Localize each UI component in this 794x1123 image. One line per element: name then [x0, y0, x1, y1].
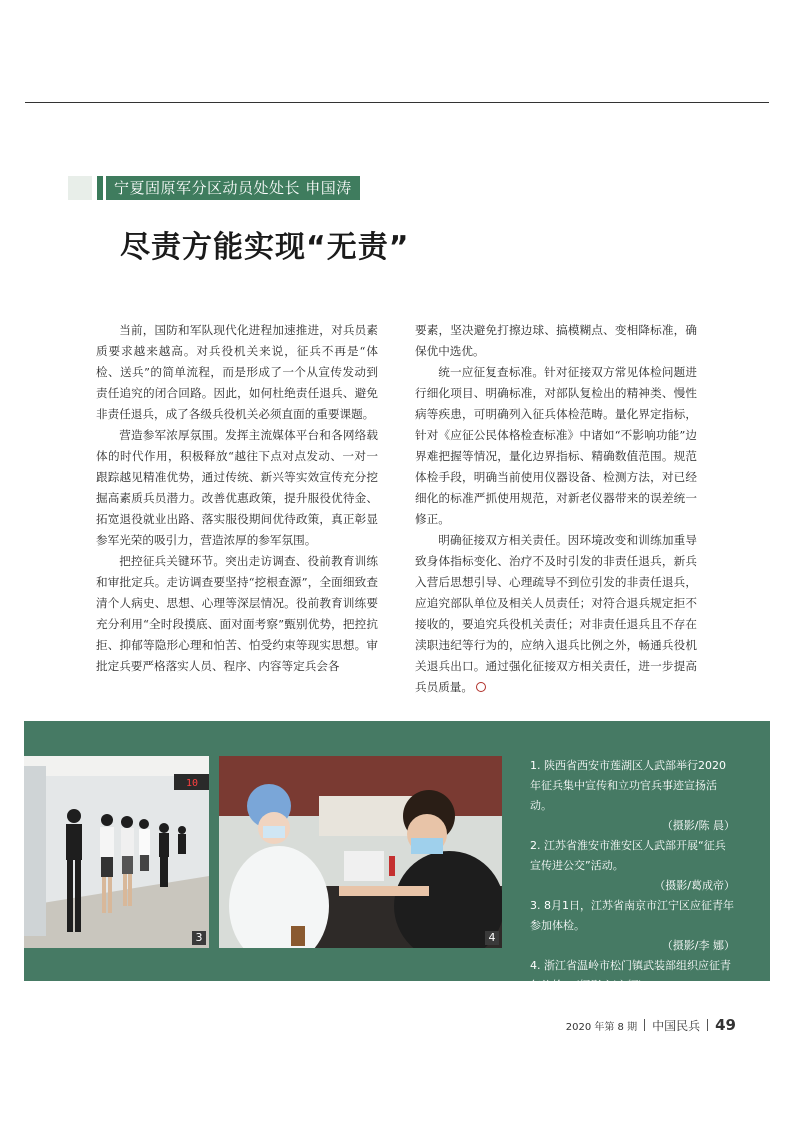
- byline-ornament: [68, 176, 92, 200]
- caption-credit: （摄影/李 娜）: [661, 939, 735, 952]
- photo-captions: [530, 756, 735, 996]
- corridor-illustration: [24, 756, 209, 948]
- byline-block: [97, 176, 360, 200]
- blood-draw-illustration: [219, 756, 502, 948]
- photo-medical-check-corridor: [24, 756, 209, 948]
- issue-label: 2020 年第 8 期: [565, 1021, 638, 1033]
- caption-credit: （摄影/葛成帝）: [654, 879, 735, 892]
- caption-text: 1. 陕西省西安市莲湖区人武部举行2020年征兵集中宣传和立功官兵事迹宣扬活动。: [530, 759, 726, 812]
- photo-blood-draw: [219, 756, 502, 948]
- caption-text: 2. 江苏省淮安市淮安区人武部开展“征兵宣传进公交”活动。: [530, 839, 726, 872]
- paragraph: 统一应征复查标准。针对征接双方常见体检问题进行细化项目、明确标准，对部队复检出的精神类、慢性病等疾患，可明确列入征兵体检范畴。量化界定指标，针对《应征公民体格检查标准》中诸如“不影响功能”边界难把握等情况，量化边界指标、精确数值范围。规范体检手段，明确当前使用仪器设备、检测方法，对已经细化的标准严抓使用规范，对新老仪器带来的误差统一修正。: [415, 365, 697, 526]
- caption-text: 4. 浙江省温岭市松门镇武装部组织应征青年体检。（摄影/江文辉）: [530, 959, 731, 992]
- caption-text: 3. 8月1日，江苏省南京市江宁区应征青年参加体检。: [530, 899, 734, 932]
- photo-number: 4: [485, 931, 499, 945]
- photo-number: 3: [192, 931, 206, 945]
- svg-text:10: 10: [186, 778, 199, 789]
- paragraph: 营造参军浓厚氛围。发挥主流媒体平台和各网络载体的时代作用，积极释放“越往下点对点发动、一对一跟踪越见精准优势，通过传统、新兴等实效宣传充分挖掘高素质兵员潜力。改善优惠政策，提升服役优待金、拓宽退役就业出路、落实服役期间优待政策，真正彰显参军光荣的吸引力，营造浓厚的参军氛围。: [96, 428, 378, 547]
- footer-divider: [707, 1019, 708, 1031]
- byline-accent-bar: [97, 176, 103, 200]
- paragraph-text: 明确征接双方相关责任。因环境改变和训练加重导致身体指标变化、治疗不及时引发的非责任退兵，新兵入营后思想引导、心理疏导不到位引发的非责任退兵，应追究部队单位及相关人员责任；对符合退兵规定拒不接收的，要追究兵役机关责任；对非责任退兵且不存在渎职违纪等行为的，应纳入退兵比例之外，畅通兵役机关退兵出口。通过强化征接双方相关责任，进一步提高兵员质量。: [415, 533, 697, 694]
- top-rule: [25, 102, 769, 103]
- footer-divider: [644, 1019, 645, 1031]
- article-column-right: [415, 320, 697, 698]
- article-column-left: [96, 320, 378, 677]
- paragraph: 要素，坚决避免打擦边球、搞模糊点、变相降标准，确保优中选优。: [415, 323, 697, 358]
- caption-credit: （摄影/陈 晨）: [661, 819, 735, 832]
- author-byline: 宁夏固原军分区动员处处长 申国涛: [106, 176, 360, 200]
- page-footer: [566, 1016, 736, 1034]
- paragraph: [415, 530, 697, 698]
- page-number: 49: [715, 1016, 736, 1034]
- end-mark-icon: [476, 682, 486, 692]
- article-title: 尽责方能实现“无责”: [120, 230, 410, 265]
- magazine-name: 中国民兵: [652, 1018, 701, 1033]
- paragraph: 当前，国防和军队现代化进程加速推进，对兵员素质要求越来越高。对兵役机关来说，征兵不再是“体检、送兵”的简单流程，而是形成了一个从宣传发动到责任追究的闭合回路。因此，如何杜绝责任退兵、避免非责任退兵，成了各级兵役机关必须直面的重要课题。: [96, 323, 378, 421]
- paragraph: 把控征兵关键环节。突出走访调查、役前教育训练和审批定兵。走访调查要坚持“挖根查源”，全面细致查清个人病史、思想、心理等深层情况。役前教育训练要充分利用“全时段摸底、面对面考察”甄别优势，把控抗拒、抑郁等隐形心理和怕苦、怕受约束等现实思想。审批定兵要严格落实人员、程序、内容等定兵会各: [96, 554, 378, 673]
